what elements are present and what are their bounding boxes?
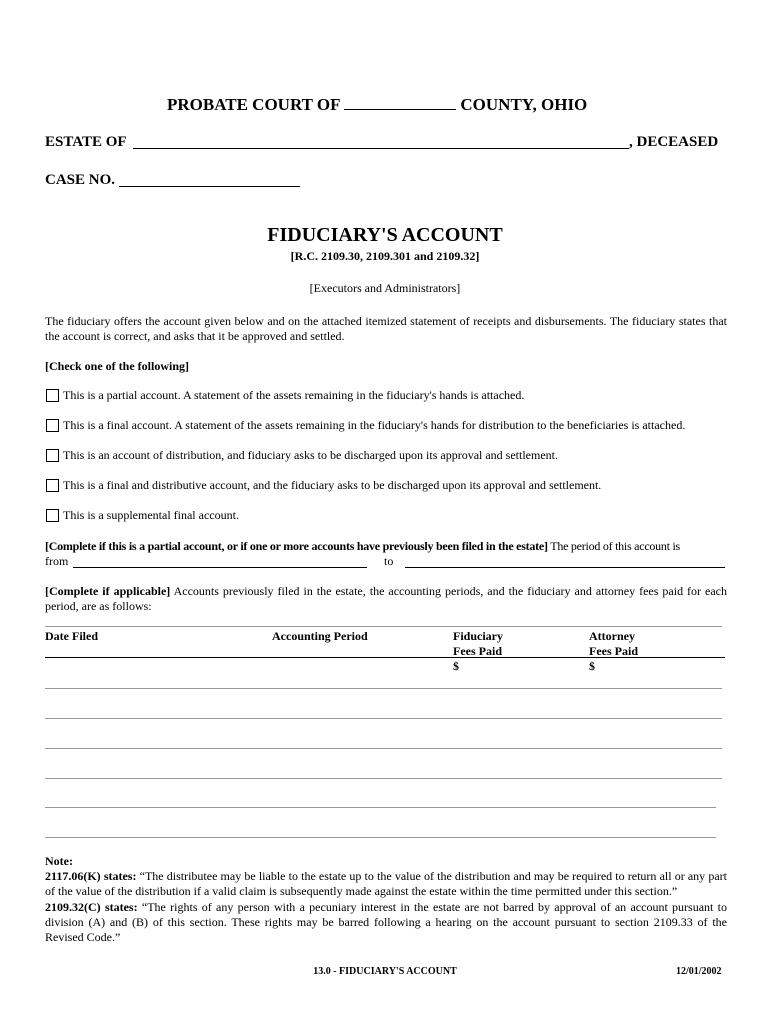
table-row[interactable] <box>45 718 722 719</box>
check-heading: [Check one of the following] <box>45 359 189 373</box>
note-2117-text: “The distributee may be liable to the estate up to the value of the distribution and may be required to return all or any part of the value of the distribution if a valid claim is subsequently made against the estate within the time permitted under this section.” <box>45 869 727 898</box>
court-line <box>167 95 587 115</box>
previous-accounts-paragraph <box>45 584 727 614</box>
table-row[interactable] <box>45 778 722 779</box>
period-text: The period of this account is <box>547 539 680 553</box>
final-distributive-label: This is a final and distributive account, and the fiduciary asks to be discharged upon its approval and settlement. <box>63 478 602 492</box>
footer-date: 12/01/2002 <box>676 966 722 977</box>
estate-label: ESTATE OF <box>45 134 127 150</box>
fiduciary-currency: $ <box>453 659 459 673</box>
col-accounting-period: Accounting Period <box>272 629 368 643</box>
col-fiduciary-line2: Fees Paid <box>453 644 502 658</box>
partial-account-label: This is a partial account. A statement of the assets remaining in the fiduciary's hands is attached. <box>63 388 525 402</box>
note-2117-paragraph <box>45 869 727 899</box>
note-2109-text: “The rights of any person with a pecuniary interest in the estate are not barred by approval of an account pursuant to division (A) and (B) of this section. These rights may be barred following a hearing on the account pursuant to section 2109.33 of the Revised Code.” <box>45 900 728 944</box>
final-account-checkbox[interactable] <box>46 419 59 432</box>
period-from-label: from <box>45 554 69 568</box>
court-prefix: PROBATE COURT OF <box>167 95 340 114</box>
attorney-currency: $ <box>589 659 595 673</box>
col-attorney-line1: Attorney <box>589 629 635 643</box>
col-date-filed: Date Filed <box>45 629 98 643</box>
note-2109-paragraph <box>45 900 727 945</box>
estate-name-field[interactable] <box>133 148 629 149</box>
partial-account-checkbox[interactable] <box>46 389 59 402</box>
deceased-label: , DECEASED <box>629 134 719 150</box>
table-row[interactable] <box>45 688 722 689</box>
period-from-field[interactable] <box>73 567 367 568</box>
county-field[interactable] <box>344 97 456 110</box>
case-number-field[interactable] <box>119 186 300 187</box>
table-top-rule <box>45 626 722 627</box>
supplemental-final-label: This is a supplemental final account. <box>63 508 239 522</box>
form-citation: [R.C. 2109.30, 2109.301 and 2109.32] <box>290 249 480 263</box>
footer-form-title: 13.0 - FIDUCIARY'S ACCOUNT <box>313 966 457 977</box>
distribution-account-checkbox[interactable] <box>46 449 59 462</box>
court-suffix: COUNTY, OHIO <box>460 95 588 114</box>
note-2117-label: 2117.06(K) states: <box>45 869 137 883</box>
form-title: FIDUCIARY'S ACCOUNT <box>267 224 503 246</box>
supplemental-final-checkbox[interactable] <box>46 509 59 522</box>
table-header-rule <box>45 657 725 658</box>
intro-paragraph: The fiduciary offers the account given below and on the attached itemized statement of receipts and disbursements. The fiduciary states that the account is correct, and asks that it be approved and settled. <box>45 314 727 343</box>
table-row[interactable] <box>45 807 716 808</box>
period-to-field[interactable] <box>405 567 725 568</box>
table-row[interactable] <box>45 748 722 749</box>
period-to-label: to <box>384 554 394 568</box>
previous-text: Accounts previously filed in the estate, the accounting periods, and the fiduciary and attorney fees paid for each period, are as follows: <box>45 584 727 613</box>
table-row[interactable] <box>45 837 716 838</box>
note-heading: Note: <box>45 854 73 868</box>
col-fiduciary-line1: Fiduciary <box>453 629 503 643</box>
final-account-label: This is a final account. A statement of the assets remaining in the fiduciary's hands for distribution to the beneficiaries is attached. <box>63 418 686 432</box>
period-paragraph <box>45 539 727 554</box>
period-instruction: [Complete if this is a partial account, or if one or more accounts have previously been filed in the estate] <box>45 539 548 553</box>
col-attorney-line2: Fees Paid <box>589 644 638 658</box>
distribution-account-label: This is an account of distribution, and fiduciary asks to be discharged upon its approval and settlement. <box>63 448 558 462</box>
final-distributive-checkbox[interactable] <box>46 479 59 492</box>
form-subtitle: [Executors and Administrators] <box>309 281 461 295</box>
note-2109-label: 2109.32(C) states: <box>45 900 138 914</box>
previous-instruction: [Complete if applicable] <box>45 584 171 598</box>
case-number-label: CASE NO. <box>45 172 116 188</box>
